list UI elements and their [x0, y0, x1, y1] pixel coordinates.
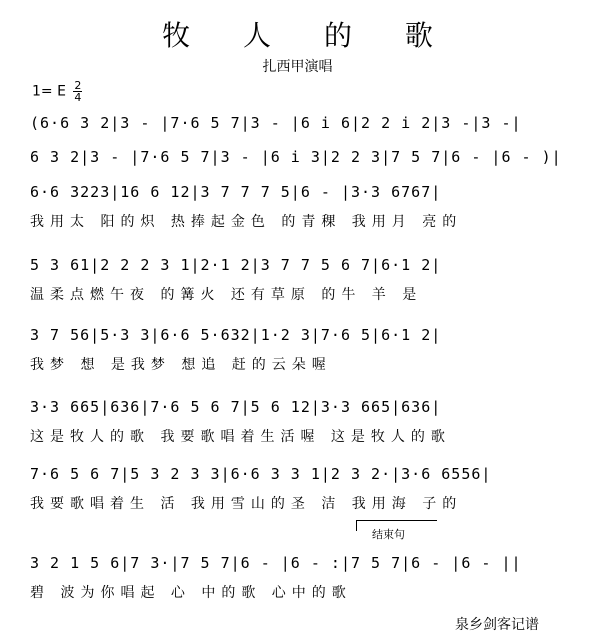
song-title: 牧 人 的 歌: [162, 19, 455, 52]
lyric-line-4: 温柔点燃午夜 的篝火 还有草原 的牛 羊 是: [30, 287, 423, 303]
notation-line-5: 3 7 56|5·3 3|6·6 5·632|1·2 3|7·6 5|6·1 2|: [30, 326, 442, 344]
notation-line-6: 3·3 665|636|7·6 5 6 7|5 6 12|3·3 665|636|: [30, 398, 442, 416]
transcriber-credit: 泉乡剑客记谱: [455, 617, 539, 633]
lyric-line-6: 这是牧人的歌 我要歌唱着生活喔 这是牧人的歌: [30, 429, 451, 445]
time-numerator: 2: [74, 79, 82, 92]
notation-line-3: 6·6 3223|16 6 12|3 7 7 7 5|6 - |3·3 6767|: [30, 183, 442, 201]
key-signature: [32, 80, 82, 103]
lyric-line-7: 我要歌唱着生 活 我用雪山的圣 洁 我用海 子的: [30, 496, 463, 512]
notation-line-7: 7·6 5 6 7|5 3 2 3 3|6·6 3 3 1|2 3 2·|3·6 6556|: [30, 465, 492, 483]
notation-line-8: 3 2 1 5 6|7 3·|7 5 7|6 - |6 - :|7 5 7|6 - |6 - ||: [30, 554, 522, 572]
lyric-line-5: 我梦 想 是我梦 想追 赶的云朵喔: [30, 357, 332, 373]
time-denominator: 4: [74, 91, 82, 104]
lyric-line-8: 碧 波为你唱起 心 中的歌 心中的歌: [30, 585, 352, 601]
notation-line-2: 6 3 2|3 - |7·6 5 7|3 - |6 i 3|2 2 3|7 5 7|6 - |6 - )|: [30, 148, 562, 166]
notation-line-4: 5 3 61|2 2 2 3 1|2·1 2|3 7 7 5 6 7|6·1 2|: [30, 256, 442, 274]
singer-credit: 扎西甲演唱: [262, 59, 333, 75]
time-signature: [73, 80, 82, 103]
key-prefix: 1= E: [32, 83, 66, 100]
lyric-line-3: 我用太 阳的炽 热捧起金色 的青稞 我用月 亮的: [30, 214, 463, 230]
ending-label: 结束句: [372, 528, 405, 541]
notation-line-1: (6·6 3 2|3 - |7·6 5 7|3 - |6 i 6|2 2 i 2|3 -|3 -|: [30, 114, 522, 132]
